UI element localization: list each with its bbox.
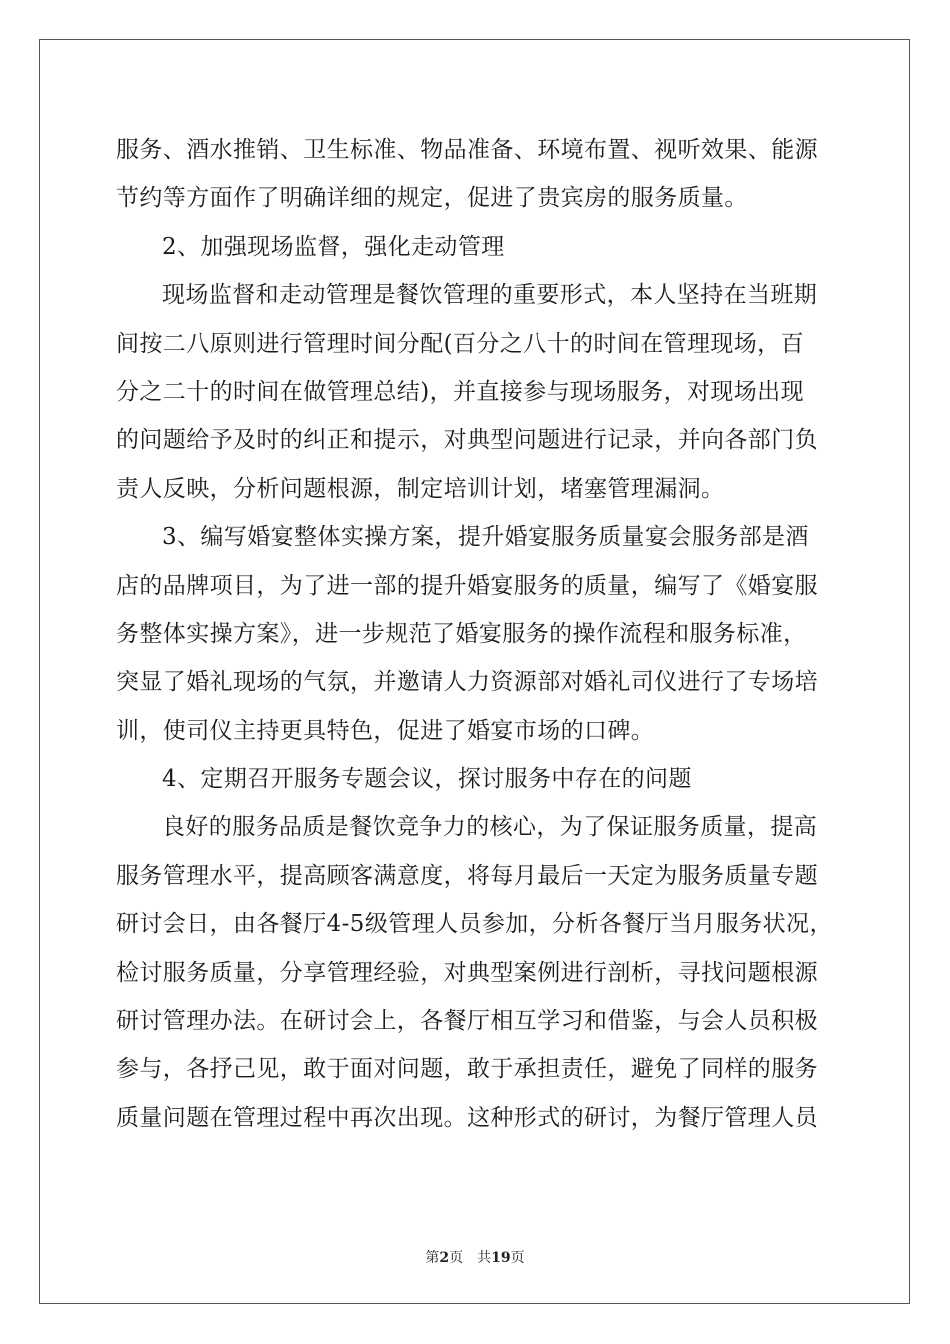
- text-line: 3、编写婚宴整体实操方案，提升婚宴服务质量宴会服务部是酒: [162, 524, 809, 551]
- text-line: 4、定期召开服务专题会议，探讨服务中存在的问题: [162, 766, 692, 793]
- text-line: 的问题给予及时的纠正和提示，对典型问题进行记录，并向各部门负: [116, 427, 818, 454]
- document-body: [116, 126, 836, 1142]
- total-label-prefix: 共: [477, 1250, 492, 1266]
- text-line: 现场监督和走动管理是餐饮管理的重要形式，本人坚持在当班期: [162, 282, 818, 309]
- text-line: 良好的服务品质是餐饮竞争力的核心，为了保证服务质量，提高: [162, 814, 818, 841]
- text-line: 服务、酒水推销、卫生标准、物品准备、环境布置、视听效果、能源: [116, 137, 818, 163]
- page-label-suffix: 页: [449, 1250, 464, 1266]
- text-line: 务整体实操方案》，进一步规范了婚宴服务的操作流程和服务标准，: [116, 620, 807, 647]
- text-line: 质量问题在管理过程中再次出现。这种形式的研讨，为餐厅管理人员: [116, 1104, 818, 1131]
- text-line: 参与，各抒己见，敢于面对问题，敢于承担责任，避免了同样的服务: [116, 1056, 818, 1083]
- text-line: 2、加强现场监督，强化走动管理: [162, 233, 505, 260]
- page-number: 2: [439, 1250, 450, 1266]
- text-line: 责人反映，分析问题根源，制定培训计划，堵塞管理漏洞。: [116, 475, 725, 502]
- text-line: 检讨服务质量，分享管理经验，对典型案例进行剖析，寻找问题根源: [116, 959, 818, 986]
- page-footer: [0, 1247, 950, 1267]
- text-line: 间按二八原则进行管理时间分配(百分之八十的时间在管理现场，百: [116, 330, 804, 357]
- text-line: 分之二十的时间在做管理总结)，并直接参与现场服务，对现场出现: [116, 378, 804, 405]
- text-line: 训，使司仪主持更具特色，促进了婚宴市场的口碑。: [116, 717, 655, 744]
- text-line: 店的品牌项目，为了进一部的提升婚宴服务的质量，编写了《婚宴服: [116, 572, 818, 599]
- page-label-prefix: 第: [425, 1250, 440, 1266]
- text-line: 研讨管理办法。在研讨会上，各餐厅相互学习和借鉴，与会人员积极: [116, 1008, 818, 1035]
- total-pages: 19: [491, 1250, 511, 1266]
- text-line: 节约等方面作了明确详细的规定，促进了贵宾房的服务质量。: [116, 185, 748, 212]
- text-line: 服务管理水平，提高顾客满意度，将每月最后一天定为服务质量专题: [116, 862, 818, 889]
- text-line: 突显了婚礼现场的气氛，并邀请人力资源部对婚礼司仪进行了专场培: [116, 669, 818, 696]
- total-label-suffix: 页: [510, 1250, 525, 1266]
- text-line: 研讨会日，由各餐厅4-5级管理人员参加，分析各餐厅当月服务状况，: [116, 911, 833, 938]
